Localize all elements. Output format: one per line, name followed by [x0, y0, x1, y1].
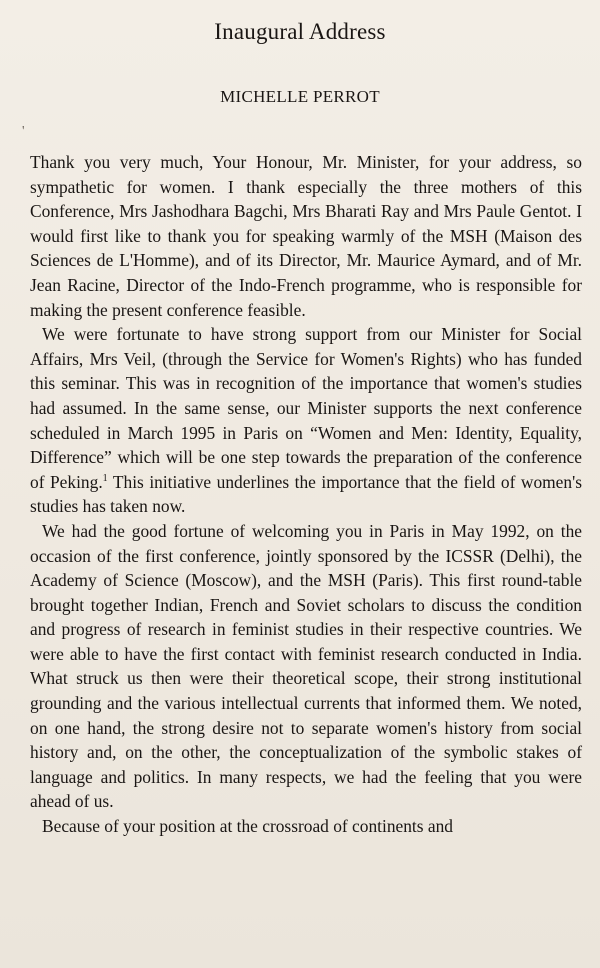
paragraph-4: Because of your position at the crossroad of continents and [42, 816, 453, 837]
address-text [30, 150, 582, 839]
chapter-title: Inaugural Address [214, 19, 386, 44]
stray-mark: ' [22, 124, 25, 139]
footnote-marker: 1 [102, 472, 108, 484]
paragraph-3: We had the good fortune of welcoming you in Paris in May 1992, on the occasion of the first conference, jointly sponsored by the ICSSR (Delhi), the Academy of Science (Moscow), and the MSH (Paris). This first round-table brought together Indian, French and Soviet scholars to discuss the condition and progress of research in feminist studies in their respective countries. We were able to have the first contact with feminist research conducted in India. What struck us then were their theoretical scope, their strong institutional grounding and the various intellectual currents that informed them. We noted, on one hand, the strong desire not to separate women's history from social history and, on the other, the conceptualization of the symbolic stakes of language and politics. In many respects, we had the feeling that you were ahead of us. [30, 520, 582, 812]
paragraph-2 [30, 322, 582, 519]
paragraph-2-text-start: We were fortunate to have strong support from our Minister for Social Affairs, Mrs Veil, (through the Service for Women's Rights) who has funded this seminar. This was in recognition of the importance that women's studies had assumed. In the same sense, our Minister supports the next conference scheduled in March 1995 in Paris on “Women and Men: Identity, Equality, Difference” which will be one step towards the preparation of the conference of Peking. [30, 324, 582, 492]
paragraph-2-text-end: This initiative underlines the importance that the field of women's studies has taken now. [30, 471, 582, 517]
paragraph-1: Thank you very much, Your Honour, Mr. Minister, for your address, so sympathetic for women. I thank especially the three mothers of this Conference, Mrs Jashodhara Bagchi, Mrs Bharati Ray and Mrs Paule Gentot. I would first like to thank you for speaking warmly of the MSH (Maison des Sciences de L'Homme), and of its Director, Mr. Maurice Aymard, and of Mr. Jean Racine, Director of the Indo-French programme, who is responsible for making the present conference feasible. [30, 152, 582, 320]
author-name: MICHELLE PERROT [220, 87, 380, 106]
